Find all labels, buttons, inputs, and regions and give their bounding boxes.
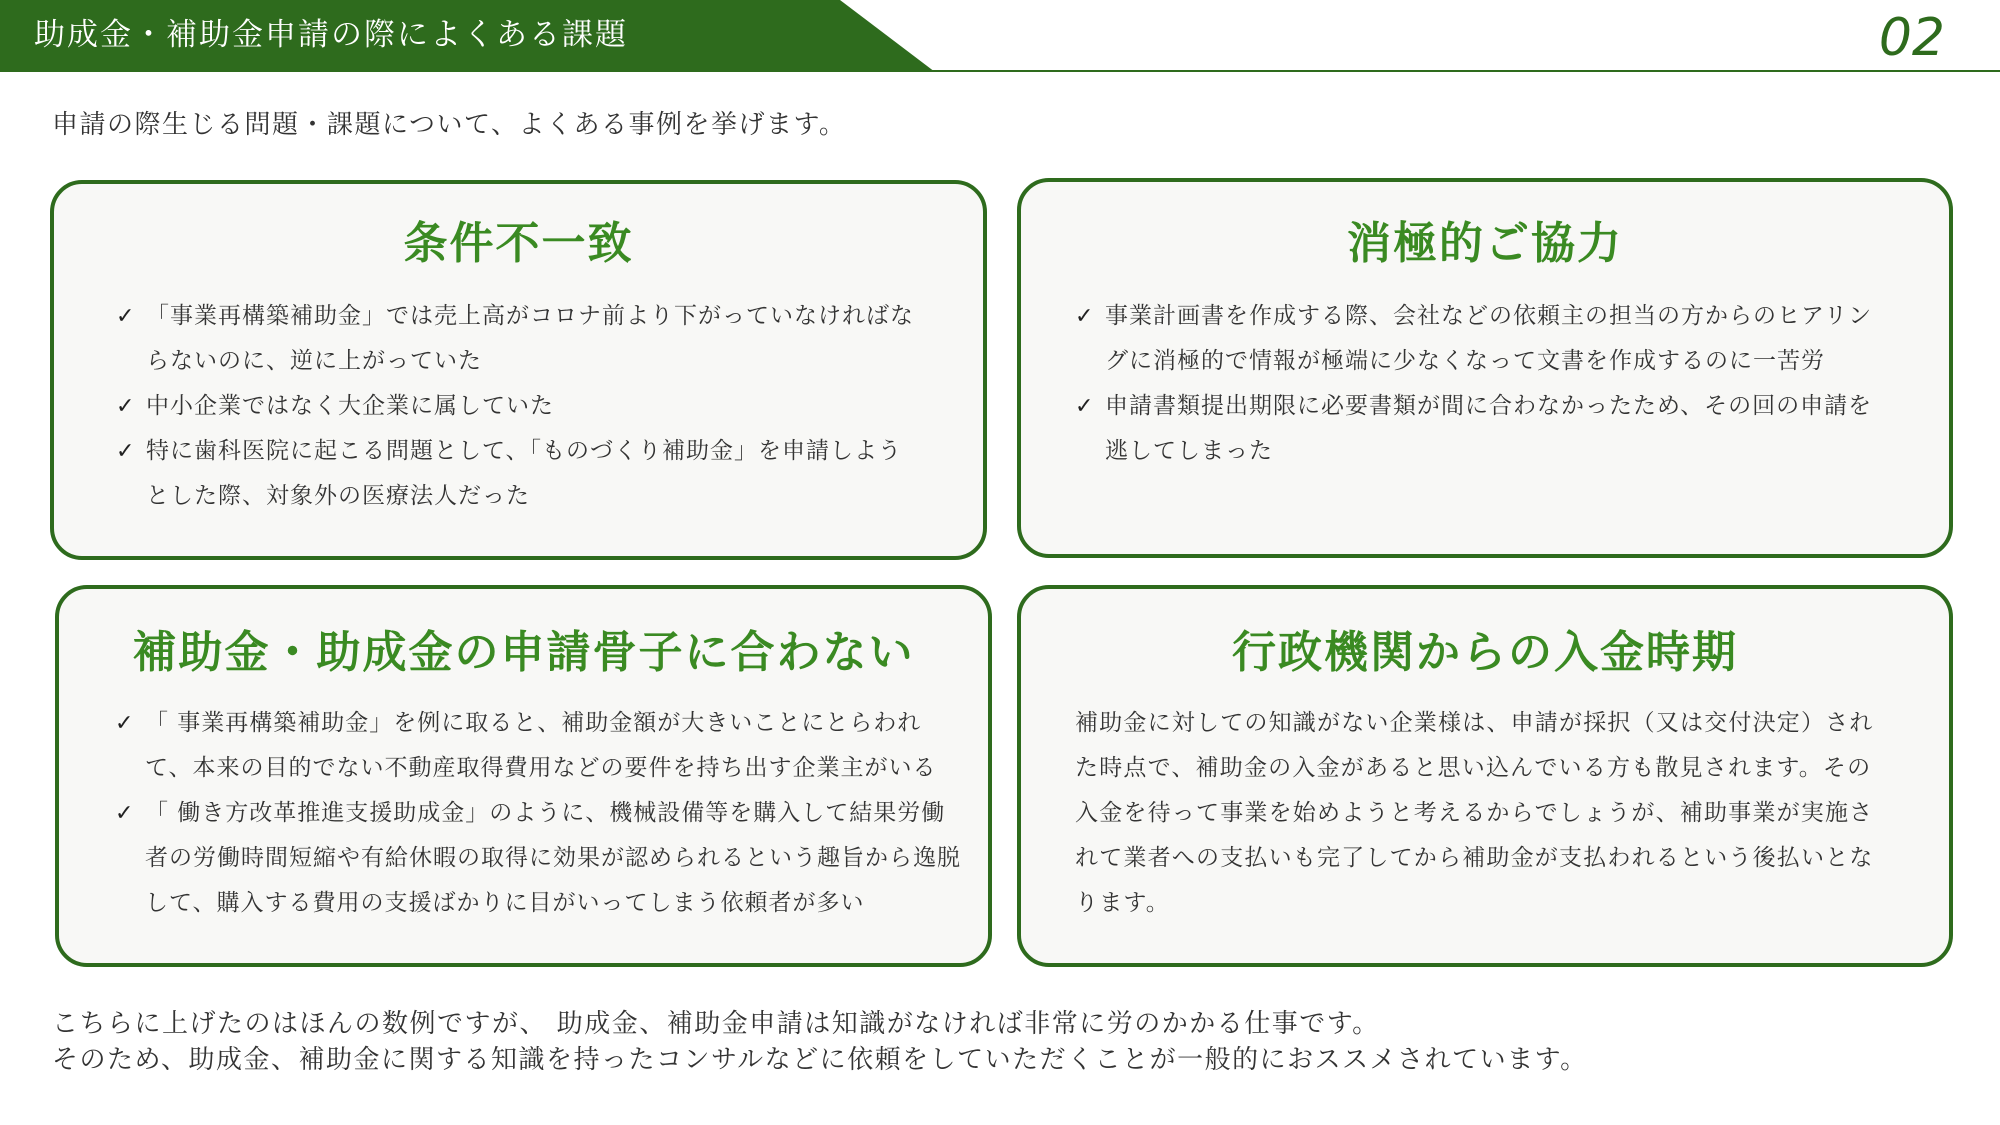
check-icon: ✓ — [116, 394, 136, 419]
list-item — [116, 294, 923, 384]
card-passive-cooperation — [1017, 178, 1953, 558]
page-title: 助成金・補助金申請の際によくある課題 — [34, 17, 628, 53]
list-item-text: 特に歯科医院に起こる問題として、「ものづくり補助金」を申請しようとした際、対象外の医療法人だった — [146, 438, 903, 509]
card-paragraph: 補助金に対しての知識がない企業様は、申請が採択（又は交付決定）された時点で、補助金の入金があると思い込んでいる方も散見されます。その入金を待って事業を始めようと考えるからでしょうが、補助事業が実施されて業者への支払いも完了してから補助金が支払われるという後払いとなります。 — [1075, 710, 1874, 916]
check-icon: ✓ — [116, 304, 136, 329]
check-icon: ✓ — [115, 801, 135, 826]
footer-line: こちらに上げたのはほんの数例ですが、 助成金、補助金申請は知識がなければ非常に労のかかる仕事です。 — [52, 1009, 1380, 1039]
list-item — [115, 701, 968, 791]
list-item — [116, 429, 923, 519]
list-item — [115, 791, 968, 926]
list-item — [116, 384, 923, 429]
card-title: 条件不一致 — [403, 218, 634, 269]
card-title: 消極的ご協力 — [1347, 218, 1623, 269]
footer-note — [52, 1006, 1588, 1078]
list-item-text: 「 事業再構築補助金」を例に取ると、補助金額が大きいことにとらわれて、本来の目的でない不動産取得費用などの要件を持ち出す企業主がいる — [145, 710, 937, 781]
list-item-text: 中小企業ではなく大企業に属していた — [146, 393, 554, 419]
check-icon: ✓ — [1075, 304, 1095, 329]
list-item — [1075, 384, 1889, 474]
card-payment-timing — [1017, 585, 1953, 967]
check-icon: ✓ — [116, 439, 136, 464]
list-item — [1075, 294, 1889, 384]
card-title: 行政機関からの入金時期 — [1232, 627, 1738, 678]
list-item-text: 「事業再構築補助金」では売上高がコロナ前より下がっていなければならないのに、逆に上がっていた — [146, 303, 914, 374]
intro-text: 申請の際生じる問題・課題について、よくある事例を挙げます。 — [52, 110, 847, 140]
page-number: 02 — [1878, 8, 1945, 68]
card-title: 補助金・助成金の申請骨子に合わない — [132, 627, 915, 678]
list-item-text: 「 働き方改革推進支援助成金」のように、機械設備等を購入して結果労働者の労働時間短縮や有給休暇の取得に効果が認められるという趣旨から逸脱して、購入する費用の支援ばかりに目がいってしまう依頼者が多い — [145, 800, 961, 916]
card-application-mismatch — [55, 585, 992, 967]
header-divider — [0, 70, 2000, 72]
check-icon: ✓ — [115, 711, 135, 736]
check-icon: ✓ — [1075, 394, 1095, 419]
list-item-text: 事業計画書を作成する際、会社などの依頼主の担当の方からのヒアリングに消極的で情報が極端に少なくなって文書を作成するのに一苦労 — [1105, 303, 1873, 374]
card-condition-mismatch — [50, 180, 987, 560]
footer-line: そのため、助成金、補助金に関する知識を持ったコンサルなどに依頼をしていただくことが一般的におススメされています。 — [52, 1045, 1588, 1075]
list-item-text: 申請書類提出期限に必要書類が間に合わなかったため、その回の申請を逃してしまった — [1105, 393, 1873, 464]
